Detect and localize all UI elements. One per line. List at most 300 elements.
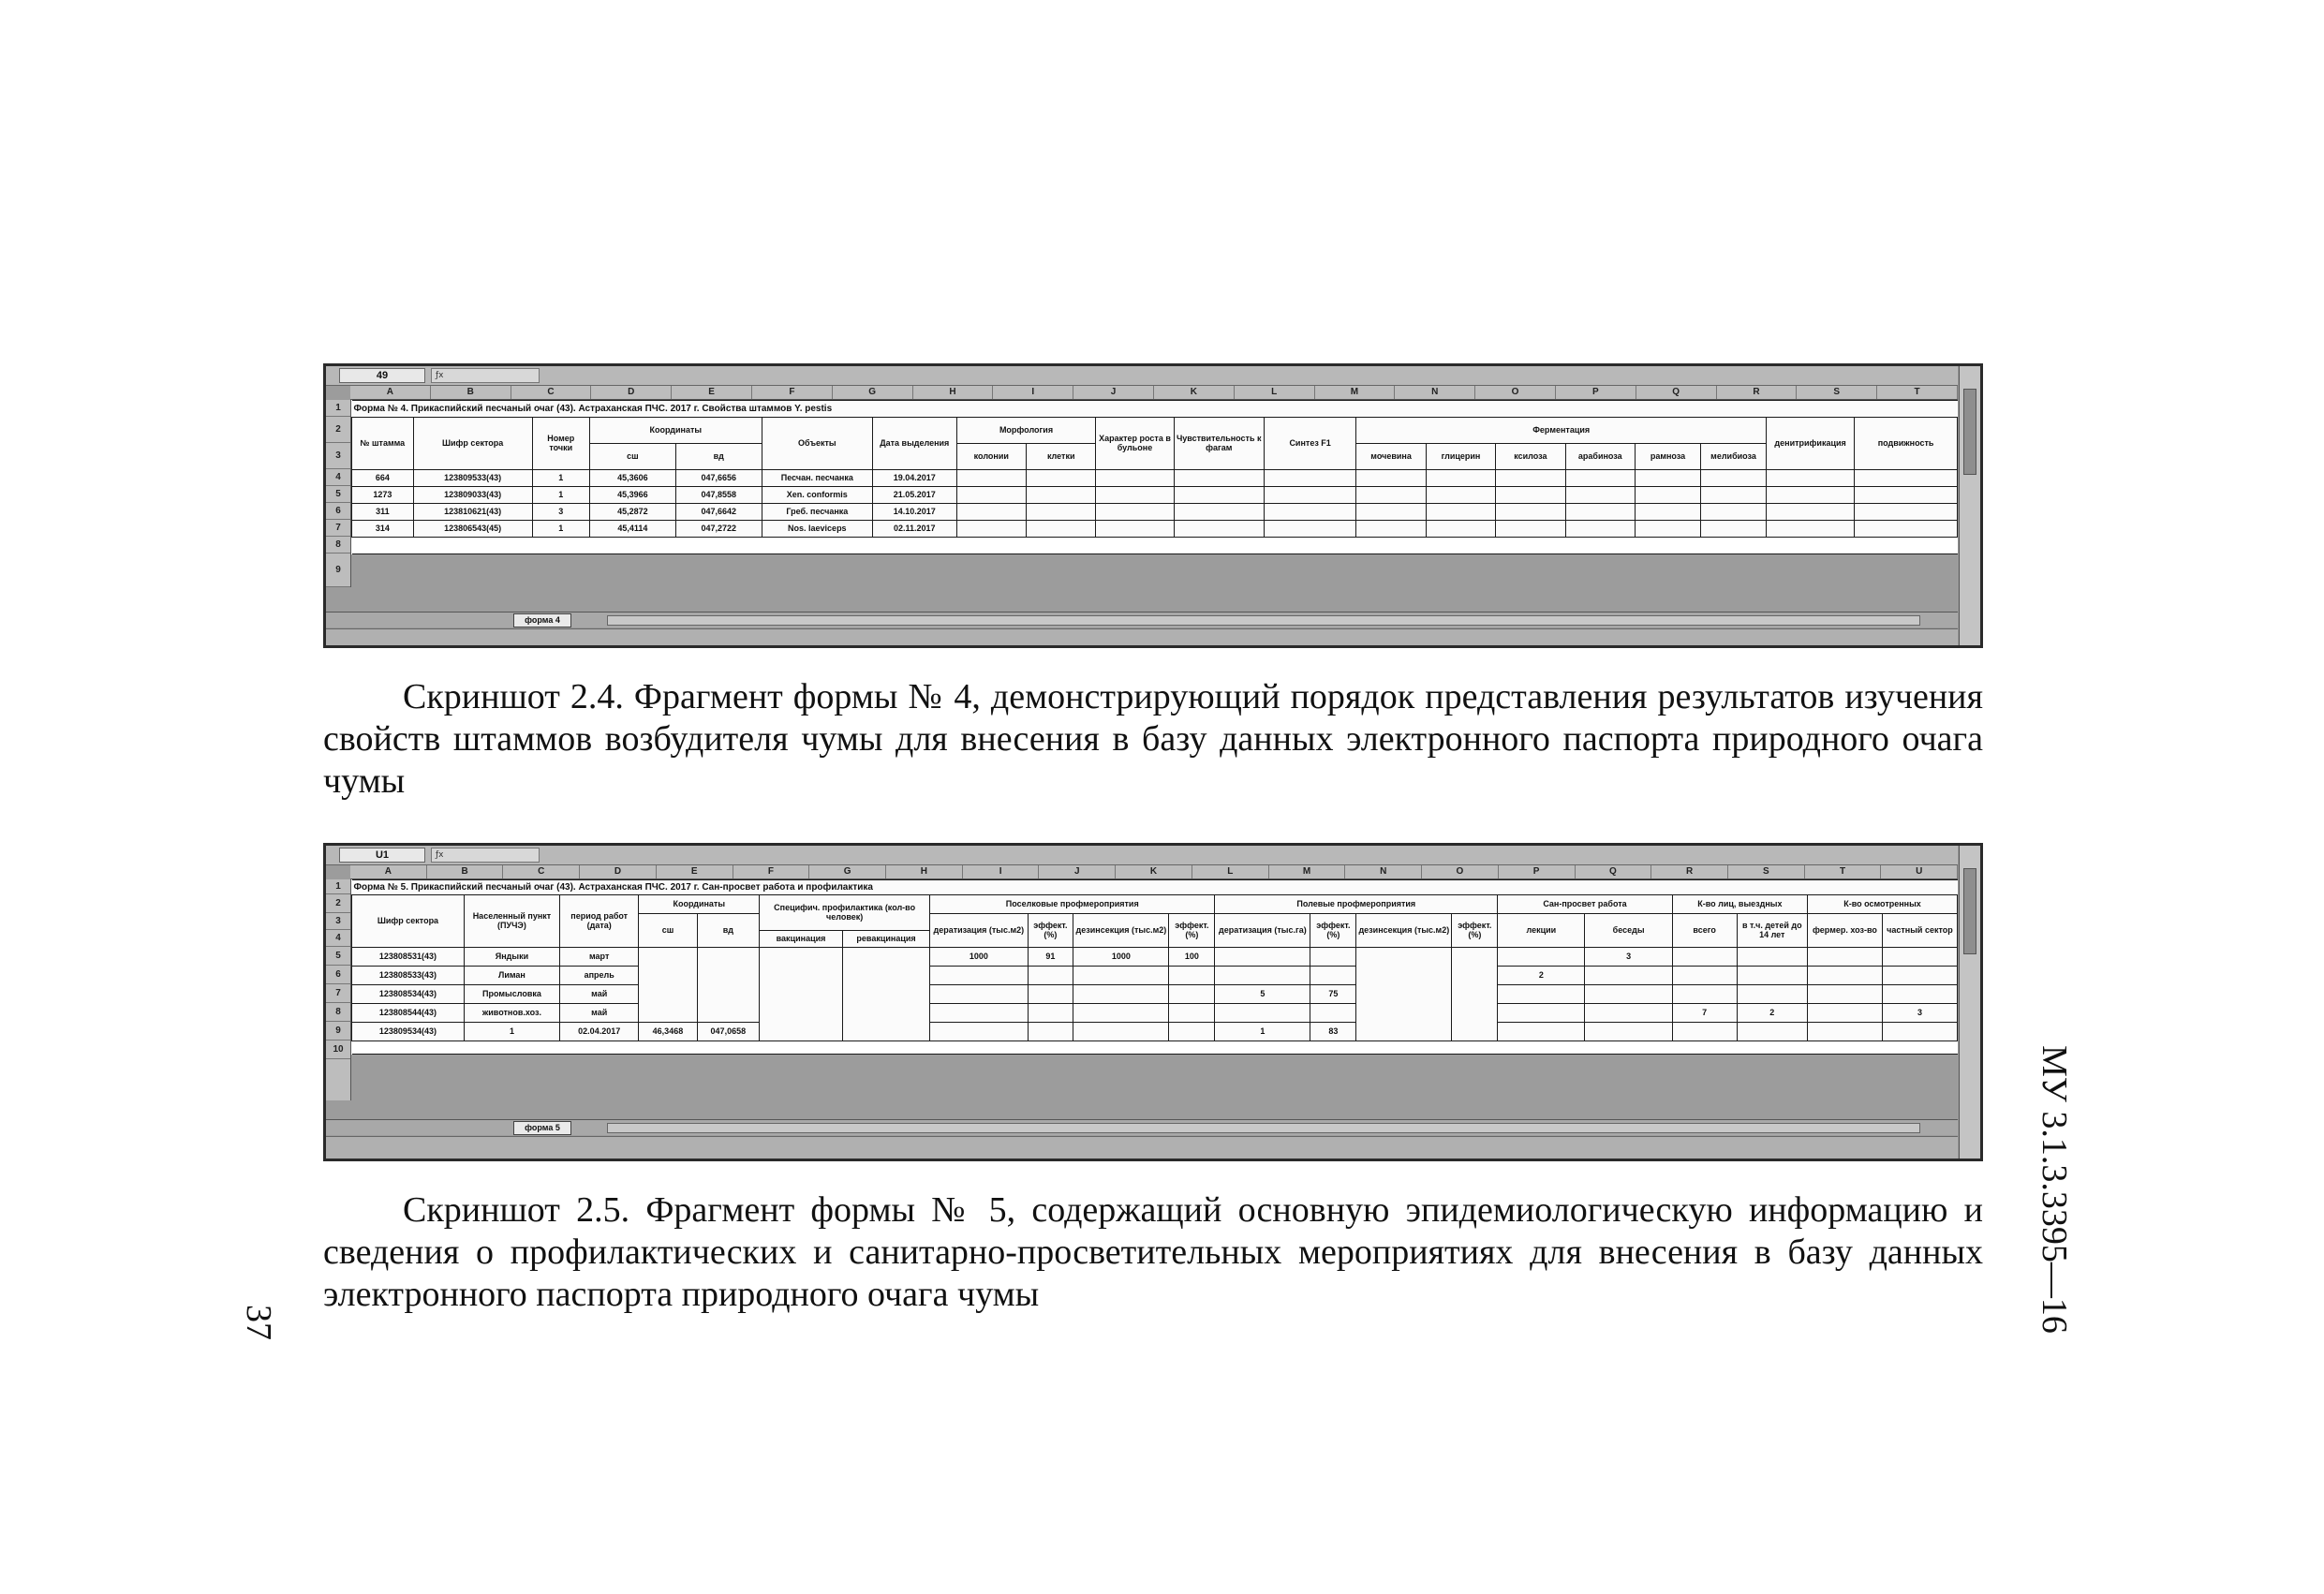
cell-sector[interactable]: 123808533(43): [352, 967, 465, 985]
header-disinfected-count: К-во осмотренных: [1808, 895, 1958, 914]
column-header[interactable]: K: [1116, 865, 1192, 878]
cell-empty[interactable]: [1565, 470, 1635, 487]
cell-empty[interactable]: [639, 948, 697, 1023]
row-header[interactable]: 5: [326, 947, 350, 966]
table-row[interactable]: [352, 487, 1958, 504]
cell-empty[interactable]: [1264, 470, 1355, 487]
cell-object[interactable]: Песчан. песчанка: [762, 470, 872, 487]
cell-empty[interactable]: [1585, 1023, 1672, 1041]
cell-object[interactable]: Nos. laeviceps: [762, 521, 872, 538]
cell-empty[interactable]: [1565, 487, 1635, 504]
table-row[interactable]: [352, 985, 1958, 1004]
cell-empty[interactable]: [1096, 470, 1174, 487]
column-header[interactable]: U: [1881, 865, 1958, 878]
cell-empty[interactable]: [1169, 1004, 1215, 1023]
column-header[interactable]: C: [503, 865, 580, 878]
header-lat: сш: [589, 444, 675, 470]
cell-sector[interactable]: 123810621(43): [413, 504, 532, 521]
cell-deratization-effect[interactable]: 91: [1028, 948, 1073, 967]
cell-period[interactable]: апрель: [560, 967, 639, 985]
cell-empty[interactable]: [1808, 948, 1883, 967]
column-header[interactable]: C: [511, 386, 592, 399]
header-effect: эффект. (%): [1452, 914, 1498, 948]
header-morphology: Морфология: [956, 418, 1096, 444]
cell-empty[interactable]: [1028, 1004, 1073, 1023]
form4-table: [351, 400, 1958, 554]
row-header[interactable]: 6: [326, 966, 350, 984]
header-lectures: лекции: [1498, 914, 1585, 948]
cell-settlement[interactable]: Промысловка: [464, 985, 559, 1004]
cell-empty[interactable]: [1882, 985, 1957, 1004]
column-header[interactable]: S: [1797, 386, 1877, 399]
table-row[interactable]: [352, 470, 1958, 487]
sheet-grid: [351, 879, 1958, 1055]
cell-lectures[interactable]: 2: [1498, 967, 1585, 985]
header-coordinates: Координаты: [589, 418, 762, 444]
header-strain-no: № штамма: [352, 418, 414, 470]
cell-empty[interactable]: [1215, 967, 1310, 985]
row-header[interactable]: 2: [326, 417, 350, 443]
column-header[interactable]: T: [1805, 865, 1882, 878]
horizontal-scrollbar[interactable]: [607, 615, 1920, 626]
column-header[interactable]: L: [1235, 386, 1315, 399]
row-header[interactable]: 4: [326, 469, 350, 486]
cell-empty[interactable]: [1882, 1023, 1957, 1041]
horizontal-scrollbar[interactable]: [607, 1123, 1920, 1133]
cell-empty[interactable]: [1701, 521, 1767, 538]
cell-empty[interactable]: [1264, 487, 1355, 504]
header-specific-prevention: Специфич. профилактика (кол-во человек): [760, 895, 930, 931]
cell-object[interactable]: Греб. песчанка: [762, 504, 872, 521]
cell-lon[interactable]: 047,0658: [697, 1023, 760, 1041]
cell-empty[interactable]: [1452, 948, 1498, 1041]
row-header[interactable]: 3: [326, 443, 350, 469]
column-header[interactable]: F: [733, 865, 810, 878]
column-header[interactable]: S: [1728, 865, 1805, 878]
column-header[interactable]: Q: [1636, 386, 1717, 399]
header-children: в т.ч. детей до 14 лет: [1737, 914, 1807, 948]
cell-empty[interactable]: [1356, 470, 1426, 487]
cell-empty[interactable]: [1356, 948, 1452, 1041]
table-row[interactable]: [352, 967, 1958, 985]
cell-children[interactable]: 2: [1737, 1004, 1807, 1023]
row-header[interactable]: 1: [326, 400, 350, 417]
row-header[interactable]: 8: [326, 537, 350, 553]
column-header[interactable]: L: [1192, 865, 1269, 878]
cell-lat[interactable]: 45,3966: [589, 487, 675, 504]
cell-empty[interactable]: [1808, 967, 1883, 985]
cell-empty[interactable]: [1767, 470, 1855, 487]
cell-empty[interactable]: [1855, 521, 1958, 538]
cell-settlement[interactable]: животнов.хоз.: [464, 1004, 559, 1023]
row-header[interactable]: 2: [326, 894, 350, 913]
cell-empty[interactable]: [1701, 487, 1767, 504]
column-header[interactable]: M: [1269, 865, 1346, 878]
cell-date[interactable]: 02.11.2017: [872, 521, 956, 538]
column-header[interactable]: J: [1073, 386, 1154, 399]
column-header[interactable]: J: [1039, 865, 1116, 878]
column-header[interactable]: R: [1651, 865, 1728, 878]
header-work-period: период работ (дата): [560, 895, 639, 948]
cell-empty[interactable]: [1855, 504, 1958, 521]
cell-strain[interactable]: 314: [352, 521, 414, 538]
cell-empty[interactable]: [1027, 504, 1096, 521]
cell-empty[interactable]: [1672, 1023, 1737, 1041]
status-bar: [326, 1136, 1958, 1161]
header-sanitary-work: Сан-просвет работа: [1498, 895, 1672, 914]
cell-empty[interactable]: [1426, 521, 1495, 538]
cell-empty[interactable]: [1855, 470, 1958, 487]
cell-date[interactable]: 14.10.2017: [872, 504, 956, 521]
cell-deratization[interactable]: 1000: [930, 948, 1028, 967]
row-header[interactable]: 3: [326, 913, 350, 930]
cell-empty[interactable]: [1264, 521, 1355, 538]
cell-empty[interactable]: [1808, 1004, 1883, 1023]
header-effect: эффект. (%): [1028, 914, 1073, 948]
column-header[interactable]: M: [1315, 386, 1396, 399]
cell-empty[interactable]: [1073, 1004, 1169, 1023]
column-header[interactable]: A: [350, 865, 427, 878]
header-private-sector: частный сектор: [1882, 914, 1957, 948]
cell-empty[interactable]: [1565, 521, 1635, 538]
column-header[interactable]: B: [431, 386, 511, 399]
sheet-tab-bar: [326, 612, 1958, 627]
cell-empty[interactable]: [1215, 948, 1310, 967]
cell-field-effect[interactable]: 75: [1310, 985, 1356, 1004]
function-icon[interactable]: ƒx: [431, 368, 540, 383]
page-number: 37: [239, 1305, 278, 1340]
column-header[interactable]: E: [672, 386, 752, 399]
cell-strain[interactable]: 311: [352, 504, 414, 521]
cell-object[interactable]: Xen. conformis: [762, 487, 872, 504]
cell-empty[interactable]: [1027, 487, 1096, 504]
cell-empty[interactable]: [1028, 985, 1073, 1004]
cell-empty[interactable]: [1496, 521, 1565, 538]
cell-empty[interactable]: [1174, 470, 1264, 487]
table-row-blank[interactable]: [352, 1041, 1958, 1055]
cell-empty[interactable]: [930, 1004, 1028, 1023]
header-fermentation: Ферментация: [1356, 418, 1767, 444]
cell-empty[interactable]: [930, 1023, 1028, 1041]
cell-empty[interactable]: [1356, 521, 1426, 538]
cell-lon[interactable]: 047,6656: [675, 470, 762, 487]
row-header[interactable]: 7: [326, 520, 350, 537]
cell-empty[interactable]: [956, 504, 1026, 521]
cell-empty[interactable]: [1882, 967, 1957, 985]
header-cells: клетки: [1027, 444, 1096, 470]
header-talks: беседы: [1585, 914, 1672, 948]
column-headers: [350, 865, 1958, 879]
cell-date[interactable]: 21.05.2017: [872, 487, 956, 504]
cell-lat[interactable]: 45,3606: [589, 470, 675, 487]
cell-private[interactable]: 3: [1882, 1004, 1957, 1023]
cell-empty[interactable]: [1585, 1004, 1672, 1023]
cell-period[interactable]: март: [560, 948, 639, 967]
column-header[interactable]: T: [1877, 386, 1958, 399]
header-xylose: ксилоза: [1496, 444, 1565, 470]
cell-empty[interactable]: [1585, 967, 1672, 985]
cell-empty[interactable]: [1672, 985, 1737, 1004]
cell-empty[interactable]: [842, 948, 929, 1041]
name-box[interactable]: 49: [339, 368, 425, 383]
column-header[interactable]: P: [1499, 865, 1576, 878]
column-header[interactable]: A: [350, 386, 431, 399]
cell-lat[interactable]: 45,4114: [589, 521, 675, 538]
cell-field-deratization[interactable]: 5: [1215, 985, 1310, 1004]
cell-field-effect[interactable]: 83: [1310, 1023, 1356, 1041]
cell-empty[interactable]: [1027, 521, 1096, 538]
header-urea: мочевина: [1356, 444, 1426, 470]
spreadsheet-screenshot-form5: [323, 843, 1983, 1161]
cell-empty[interactable]: [352, 1041, 1958, 1055]
row-header[interactable]: 1: [326, 879, 350, 894]
cell-empty[interactable]: [1701, 470, 1767, 487]
cell-empty[interactable]: [1096, 504, 1174, 521]
document-code: МУ 3.1.3.3395—16: [2035, 1045, 2074, 1334]
column-header[interactable]: G: [833, 386, 913, 399]
cell-empty[interactable]: [1310, 1004, 1356, 1023]
sheet-grid: [351, 400, 1958, 554]
formula-bar: [326, 846, 1958, 865]
column-header[interactable]: O: [1422, 865, 1499, 878]
row-header[interactable]: 7: [326, 984, 350, 1003]
table-row[interactable]: [352, 521, 1958, 538]
column-header[interactable]: D: [591, 386, 672, 399]
row-headers: [326, 400, 351, 587]
cell-empty[interactable]: [1701, 504, 1767, 521]
cell-strain[interactable]: 664: [352, 470, 414, 487]
cell-empty[interactable]: [1737, 948, 1807, 967]
cell-empty[interactable]: [1496, 487, 1565, 504]
cell-disinsection-effect[interactable]: 100: [1169, 948, 1215, 967]
cell-empty[interactable]: [1426, 470, 1495, 487]
header-settlement: Населенный пункт (ПУЧЭ): [464, 895, 559, 948]
name-box[interactable]: U1: [339, 848, 425, 863]
header-field-prevention: Полевые профмероприятия: [1215, 895, 1498, 914]
row-header[interactable]: 4: [326, 930, 350, 947]
form-title: Форма № 5. Прикаспийский песчаный очаг (43). Астраханская ПЧС. 2017 г. Сан-просвет работа и профилактика: [352, 880, 1958, 895]
cell-empty[interactable]: [1096, 521, 1174, 538]
cell-empty[interactable]: [1174, 521, 1264, 538]
cell-settlement[interactable]: 1: [464, 1023, 559, 1041]
cell-lon[interactable]: 047,8558: [675, 487, 762, 504]
cell-empty[interactable]: [1672, 967, 1737, 985]
sheet-tab[interactable]: форма 4: [513, 613, 571, 627]
cell-empty[interactable]: [1737, 985, 1807, 1004]
column-header[interactable]: P: [1556, 386, 1636, 399]
row-header[interactable]: 5: [326, 486, 350, 503]
header-colonies: колонии: [956, 444, 1026, 470]
cell-empty[interactable]: [1169, 985, 1215, 1004]
cell-empty[interactable]: [1635, 504, 1700, 521]
cell-empty[interactable]: [956, 487, 1026, 504]
cell-empty[interactable]: [697, 948, 760, 1023]
column-header[interactable]: G: [809, 865, 886, 878]
cell-sector[interactable]: 123808534(43): [352, 985, 465, 1004]
cell-sector[interactable]: 123808531(43): [352, 948, 465, 967]
cell-sector[interactable]: 123809533(43): [413, 470, 532, 487]
cell-empty[interactable]: [1808, 985, 1883, 1004]
table-row-blank[interactable]: [352, 538, 1958, 554]
cell-empty[interactable]: [1174, 504, 1264, 521]
cell-empty[interactable]: [1635, 487, 1700, 504]
row-header[interactable]: 9: [326, 553, 350, 587]
cell-point[interactable]: 1: [532, 487, 589, 504]
cell-empty[interactable]: [1356, 504, 1426, 521]
cell-lon[interactable]: 047,2722: [675, 521, 762, 538]
table-row[interactable]: [352, 504, 1958, 521]
header-arabinose: арабиноза: [1565, 444, 1635, 470]
column-header[interactable]: N: [1395, 386, 1475, 399]
cell-empty[interactable]: [1498, 985, 1585, 1004]
status-bar: [326, 628, 1958, 648]
sheet-tab-bar: [326, 1119, 1958, 1135]
row-headers: [326, 879, 351, 1100]
formula-bar: [326, 366, 1958, 386]
form5-table: [351, 879, 1958, 1055]
cell-empty[interactable]: [930, 985, 1028, 1004]
column-header[interactable]: N: [1345, 865, 1422, 878]
cell-empty[interactable]: [956, 470, 1026, 487]
column-header[interactable]: O: [1475, 386, 1556, 399]
header-deratization-ha: дератизация (тыс.га): [1215, 914, 1310, 948]
cell-empty[interactable]: [1310, 948, 1356, 967]
cell-total[interactable]: 7: [1672, 1004, 1737, 1023]
header-objects: Объекты: [762, 418, 872, 470]
column-header[interactable]: I: [993, 386, 1073, 399]
cell-empty[interactable]: [760, 948, 843, 1041]
cell-empty[interactable]: [1426, 504, 1495, 521]
column-header[interactable]: F: [752, 386, 833, 399]
cell-date[interactable]: 19.04.2017: [872, 470, 956, 487]
cell-empty[interactable]: [1028, 1023, 1073, 1041]
header-point-no: Номер точки: [532, 418, 589, 470]
cell-empty[interactable]: [1585, 985, 1672, 1004]
header-melibiose: мелибиоза: [1701, 444, 1767, 470]
row-header[interactable]: 9: [326, 1022, 350, 1041]
cell-empty[interactable]: [1565, 504, 1635, 521]
cell-empty[interactable]: [1073, 1023, 1169, 1041]
cell-settlement[interactable]: Лиман: [464, 967, 559, 985]
cell-empty[interactable]: [1496, 470, 1565, 487]
column-header[interactable]: I: [963, 865, 1040, 878]
cell-empty[interactable]: [1498, 1004, 1585, 1023]
cell-empty[interactable]: [1426, 487, 1495, 504]
table-row[interactable]: [352, 1023, 1958, 1041]
cell-talks[interactable]: 3: [1585, 948, 1672, 967]
header-vaccination: вакцинация: [760, 931, 843, 948]
header-effect: эффект. (%): [1169, 914, 1215, 948]
cell-period[interactable]: май: [560, 1004, 639, 1023]
caption-screenshot-2-4: Скриншот 2.4. Фрагмент формы № 4, демонстрирующий порядок представления результатов изучения свойств штаммов возбудителя чумы для внесения в базу данных электронного паспорта природного очага чумы: [323, 677, 1983, 801]
header-motility: подвижность: [1855, 418, 1958, 470]
cell-empty[interactable]: [1169, 967, 1215, 985]
column-header[interactable]: K: [1154, 386, 1235, 399]
column-header[interactable]: H: [886, 865, 963, 878]
row-header[interactable]: 8: [326, 1003, 350, 1022]
cell-empty[interactable]: [1264, 504, 1355, 521]
cell-empty[interactable]: [1496, 504, 1565, 521]
cell-empty[interactable]: [1174, 487, 1264, 504]
cell-empty[interactable]: [1498, 948, 1585, 967]
cell-disinsection[interactable]: 1000: [1073, 948, 1169, 967]
cell-field-deratization[interactable]: 1: [1215, 1023, 1310, 1041]
cell-sector[interactable]: 123806543(45): [413, 521, 532, 538]
cell-empty[interactable]: [1635, 521, 1700, 538]
cell-strain[interactable]: 1273: [352, 487, 414, 504]
cell-point[interactable]: 1: [532, 521, 589, 538]
cell-empty[interactable]: [1498, 1023, 1585, 1041]
caption-screenshot-2-5: Скриншот 2.5. Фрагмент формы № 5, содержащий основную эпидемиологическую информацию и сведения о профилактических и санитарно-просветительных мероприятиях для внесения в базу данных электронного паспорта природного очага чумы: [323, 1190, 1983, 1314]
cell-empty[interactable]: [1808, 1023, 1883, 1041]
sheet-tab[interactable]: форма 5: [513, 1121, 571, 1135]
cell-empty[interactable]: [1737, 1023, 1807, 1041]
column-header[interactable]: Q: [1576, 865, 1652, 878]
cell-settlement[interactable]: Яндыки: [464, 948, 559, 967]
cell-empty[interactable]: [1855, 487, 1958, 504]
column-header[interactable]: R: [1717, 386, 1798, 399]
cell-empty[interactable]: [1215, 1004, 1310, 1023]
cell-empty[interactable]: [1169, 1023, 1215, 1041]
cell-empty[interactable]: [1356, 487, 1426, 504]
cell-empty[interactable]: [1767, 504, 1855, 521]
cell-empty[interactable]: [1635, 470, 1700, 487]
cell-empty[interactable]: [956, 521, 1026, 538]
cell-empty[interactable]: [1310, 967, 1356, 985]
vertical-scrollbar[interactable]: [1959, 366, 1980, 645]
row-header[interactable]: 10: [326, 1041, 350, 1059]
cell-empty[interactable]: [1073, 985, 1169, 1004]
cell-empty[interactable]: [1096, 487, 1174, 504]
cell-empty[interactable]: [1767, 487, 1855, 504]
column-header[interactable]: D: [580, 865, 657, 878]
form-title: Форма № 4. Прикаспийский песчаный очаг (43). Астраханская ПЧС. 2017 г. Свойства штаммов Y. pestis: [352, 401, 1958, 418]
cell-empty[interactable]: [1882, 948, 1957, 967]
table-row[interactable]: [352, 1004, 1958, 1023]
cell-sector[interactable]: 123809033(43): [413, 487, 532, 504]
column-header[interactable]: E: [657, 865, 733, 878]
cell-lat[interactable]: 46,3468: [639, 1023, 697, 1041]
cell-point[interactable]: 3: [532, 504, 589, 521]
table-row[interactable]: [352, 948, 1958, 967]
cell-empty[interactable]: [930, 967, 1028, 985]
column-header[interactable]: B: [427, 865, 504, 878]
cell-empty[interactable]: [1767, 521, 1855, 538]
cell-empty[interactable]: [1672, 948, 1737, 967]
header-rhamnose: рамноза: [1635, 444, 1700, 470]
vertical-scrollbar[interactable]: [1959, 846, 1980, 1159]
cell-sector[interactable]: 123808544(43): [352, 1004, 465, 1023]
cell-period[interactable]: май: [560, 985, 639, 1004]
cell-empty[interactable]: [352, 538, 1958, 554]
header-sector-code: Шифр сектора: [413, 418, 532, 470]
cell-point[interactable]: 1: [532, 470, 589, 487]
header-denitrification: денитрификация: [1767, 418, 1855, 470]
cell-lon[interactable]: 047,6642: [675, 504, 762, 521]
cell-empty[interactable]: [1073, 967, 1169, 985]
cell-lat[interactable]: 45,2872: [589, 504, 675, 521]
column-header[interactable]: H: [913, 386, 994, 399]
row-header[interactable]: 6: [326, 503, 350, 520]
cell-empty[interactable]: [1737, 967, 1807, 985]
header-deratization: дератизация (тыс.м2): [930, 914, 1028, 948]
function-icon[interactable]: ƒx: [431, 848, 540, 863]
header-isolation-date: Дата выделения: [872, 418, 956, 470]
cell-empty[interactable]: [1027, 470, 1096, 487]
cell-empty[interactable]: [1028, 967, 1073, 985]
cell-sector[interactable]: 123809534(43): [352, 1023, 465, 1041]
cell-period[interactable]: 02.04.2017: [560, 1023, 639, 1041]
